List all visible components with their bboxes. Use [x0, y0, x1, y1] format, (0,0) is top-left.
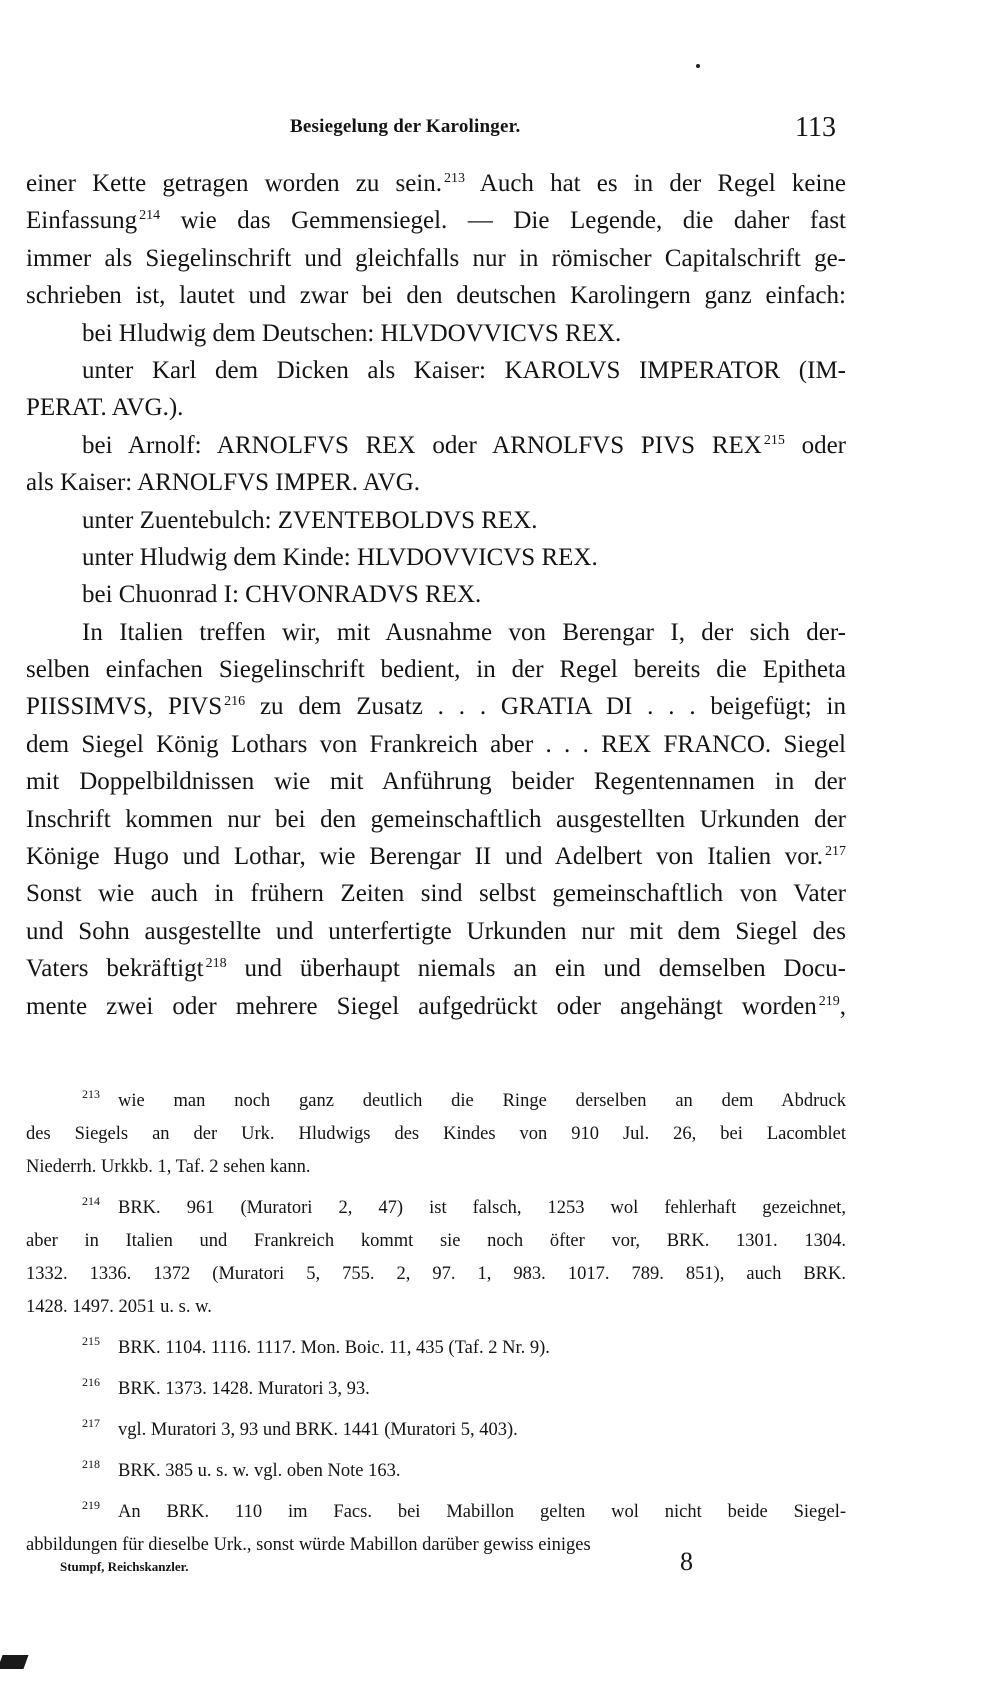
footnote-line: 215 BRK. 1104. 1116. 1117. Mon. Boic. 11, 435 (Taf. 2 Nr. 9). [82, 1334, 550, 1358]
body-line [26, 427, 846, 464]
footnote-text: BRK. 1373. 1428. Muratori 3, 93. [118, 1379, 370, 1399]
footnote-text: abbildungen für dieselbe Urk., sonst würde Mabillon darüber gewiss einiges [26, 1535, 591, 1555]
footnote-line: 213 wie man noch ganz deutlich die Ringe derselben an dem Abdruck [82, 1087, 846, 1111]
body-line-text: zu dem Zusatz . . . GRATIA DI . . . beigefügt; in [245, 693, 847, 721]
body-line-text: schrieben ist, lautet und zwar bei den deutschen Karolingern ganz einfach: [26, 282, 846, 310]
body-line-text: dem Siegel König Lothars von Frankreich aber . . . REX FRANCO. Siegel [26, 730, 846, 758]
footnote-text: 1428. 1497. 2051 u. s. w. [26, 1297, 212, 1317]
body-line [26, 726, 846, 763]
footnote-line: 217 vgl. Muratori 3, 93 und BRK. 1441 (Muratori 5, 403). [82, 1416, 518, 1440]
page-number: 113 [795, 112, 836, 143]
body-line-text: Vaters bekräftigt [26, 955, 204, 983]
body-line [26, 950, 846, 987]
page-header [0, 112, 1000, 152]
body-line-text: und Sohn ausgestellte und unterfertigte Urkunden nur mit dem Siegel des [26, 917, 846, 945]
footnote-line [26, 1258, 846, 1291]
body-line-text: unter Hludwig dem Kinde: HLVDOVVICVS REX. [82, 543, 598, 571]
body-line [26, 165, 846, 202]
footnote-ref[interactable]: 214 [139, 208, 161, 224]
footnote-text: BRK. 961 (Muratori 2, 47) ist falsch, 1253 wol fehlerhaft gezeichnet, [118, 1198, 846, 1218]
body-line [26, 539, 846, 576]
footnote-line [26, 1291, 846, 1324]
main-text [26, 165, 846, 1025]
footnote [26, 1192, 846, 1324]
body-line [26, 464, 846, 501]
body-line-text: Könige Hugo und Lothar, wie Berengar II und Adelbert von Italien vor. [26, 843, 823, 871]
footnotes [26, 1085, 846, 1562]
body-line [26, 614, 846, 651]
body-line [26, 801, 846, 838]
footnote [26, 1332, 846, 1365]
footnote-line: 216 BRK. 1373. 1428. Muratori 3, 93. [82, 1375, 370, 1399]
body-line-text: unter Zuentebulch: ZVENTEBOLDVS REX. [82, 506, 538, 534]
body-line-text: und überhaupt niemals an ein und demselben Docu- [226, 955, 847, 983]
print-speck [696, 64, 700, 68]
running-head: Besiegelung der Karolinger. [290, 116, 521, 137]
body-line [26, 651, 846, 688]
body-line [26, 202, 846, 239]
body-line-text: bei Arnolf: ARNOLFVS REX oder ARNOLFVS PIVS REX [82, 431, 762, 459]
body-line [26, 763, 846, 800]
footnote-text: BRK. 1104. 1116. 1117. Mon. Boic. 11, 435 (Taf. 2 Nr. 9). [118, 1338, 550, 1358]
body-line-text: bei Chuonrad I: CHVONRADVS REX. [82, 581, 482, 609]
footnote-ref[interactable]: 215 [763, 432, 785, 448]
body-line [26, 838, 846, 875]
body-line-text: einer Kette getragen worden zu sein. [26, 170, 442, 197]
sheet-number: 8 [680, 1547, 693, 1576]
body-line-text: Inschrift kommen nur bei den gemeinschaftlich ausgestellten Urkunden der [26, 805, 846, 833]
body-line-text: mit Doppelbildnissen wie mit Anführung beider Regentennamen in der [26, 768, 846, 796]
body-line [26, 352, 846, 389]
footnote-text: An BRK. 110 im Facs. bei Mabillon gelten wol nicht beide Siegel- [118, 1502, 846, 1522]
footnote-ref[interactable]: 216 [224, 694, 246, 710]
footnote-line [26, 1151, 846, 1184]
page-footer [60, 1547, 820, 1587]
body-line-text: Auch hat es in der Regel keine [465, 170, 846, 197]
body-line [26, 502, 846, 539]
footnote-text: BRK. 385 u. s. w. vgl. oben Note 163. [118, 1461, 401, 1481]
footnote-ref[interactable]: 218 [205, 956, 227, 972]
body-line [26, 688, 846, 725]
body-line [26, 389, 846, 426]
footnote-ref[interactable]: 217 [825, 844, 846, 860]
body-line [26, 277, 846, 314]
body-line-text: unter Karl dem Dicken als Kaiser: KAROLVS IMPERATOR (IM- [82, 356, 846, 384]
footnote [26, 1085, 846, 1184]
body-line-text: immer als Siegelinschrift und gleichfalls nur in römischer Capitalschrift ge- [26, 244, 846, 272]
body-line [26, 875, 846, 912]
body-line-text: oder [784, 431, 846, 459]
body-line-text: In Italien treffen wir, mit Ausnahme von Berengar I, der sich der- [82, 618, 846, 646]
body-line-text: , [839, 992, 846, 1020]
footnote-text: des Siegels an der Urk. Hludwigs des Kindes von 910 Jul. 26, bei Lacomblet [26, 1124, 846, 1144]
footnote-text: aber in Italien und Frankreich kommt sie noch öfter vor, BRK. 1301. 1304. [26, 1231, 846, 1251]
body-line-text: als Kaiser: ARNOLFVS IMPER. AVG. [26, 469, 421, 497]
body-line-text: PERAT. AVG.). [26, 394, 184, 422]
footnote-line: 219 An BRK. 110 im Facs. bei Mabillon gelten wol nicht beide Siegel- [82, 1498, 846, 1522]
body-line [26, 913, 846, 950]
body-line [26, 576, 846, 613]
footnote-text: Niederrh. Urkkb. 1, Taf. 2 sehen kann. [26, 1157, 311, 1177]
body-line-text: Einfassung [26, 207, 138, 235]
footnote-line [26, 1118, 846, 1151]
footnote-text: 1332. 1336. 1372 (Muratori 5, 755. 2, 97. 1, 983. 1017. 789. 851), auch BRK. [26, 1264, 846, 1284]
footnote-ref[interactable]: 213 [444, 171, 465, 186]
footnote-line [26, 1225, 846, 1258]
footnote [26, 1414, 846, 1447]
body-line-text: Sonst wie auch in frühern Zeiten sind selbst gemeinschaftlich von Vater [26, 880, 846, 908]
body-line-text: mente zwei oder mehrere Siegel aufgedrückt oder angehängt worden [26, 992, 817, 1020]
footnote-text: wie man noch ganz deutlich die Ringe derselben an dem Abdruck [118, 1091, 846, 1111]
body-line [26, 240, 846, 277]
body-line-text: PIISSIMVS, PIVS [26, 693, 223, 721]
body-line-text: bei Hludwig dem Deutschen: HLVDOVVICVS REX. [82, 319, 622, 347]
body-line [26, 315, 846, 352]
body-line-text: wie das Gemmensiegel. — Die Legende, die daher fast [160, 207, 846, 235]
body-line [26, 988, 846, 1025]
footnote-text: vgl. Muratori 3, 93 und BRK. 1441 (Muratori 5, 403). [118, 1420, 518, 1440]
footnote [26, 1455, 846, 1488]
scan-corner-mark [0, 1655, 29, 1669]
body-line-text: selben einfachen Siegelinschrift bedient, in der Regel bereits die Epitheta [26, 656, 846, 684]
footnote [26, 1373, 846, 1406]
footnote-ref[interactable]: 219 [818, 993, 840, 1009]
footnote-line: 214 BRK. 961 (Muratori 2, 47) ist falsch, 1253 wol fehlerhaft gezeichnet, [82, 1194, 846, 1218]
printer-signature: Stumpf, Reichskanzler. [60, 1559, 189, 1574]
footnote-line: 218 BRK. 385 u. s. w. vgl. oben Note 163. [82, 1457, 401, 1481]
